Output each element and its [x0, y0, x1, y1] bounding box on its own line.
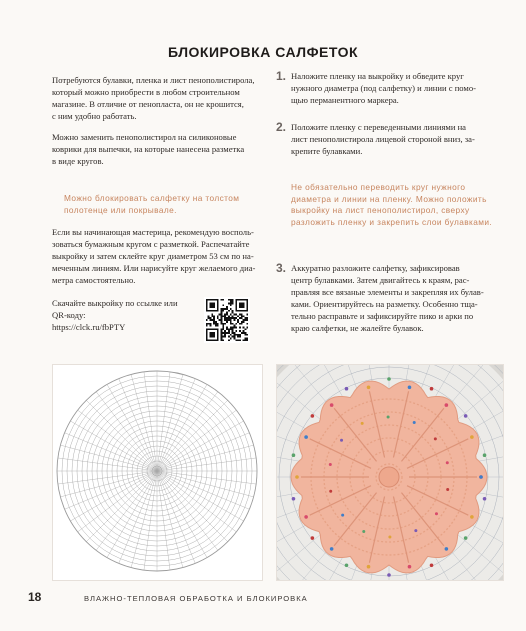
text-line: который можно приобрести в любом строительном — [52, 87, 240, 97]
text-line: Наложите пленку на выкройку и обведите круг — [291, 71, 464, 81]
tip-line: выкройку на лист пенополистирол, сверху — [291, 205, 470, 215]
download-link[interactable]: https://clck.ru/fbPTY — [52, 322, 126, 332]
tip-line: Можно блокировать салфетку на толстом — [64, 193, 240, 203]
text-line: Потребуются булавки, пленка и лист пенополистирола, — [52, 75, 255, 85]
step-number: 1. — [276, 69, 287, 83]
step-number: 2. — [276, 120, 287, 134]
circle-template-image — [52, 364, 263, 581]
step-3 — [276, 262, 501, 334]
step-number: 3. — [276, 261, 287, 275]
text-line: Если вы начинающая мастерица, рекомендую восполь- — [52, 227, 254, 237]
qr-code[interactable] — [204, 297, 250, 343]
tip-line: полотенце или покрывале. — [64, 204, 177, 215]
step-text — [291, 70, 476, 106]
text-line: Скачайте выкройку по ссылке или — [52, 298, 178, 308]
text-line: крепите булавками. — [291, 146, 363, 156]
tip-line: разложить пленку и закрепить слои булавками. — [291, 216, 493, 227]
text-line: Аккуратно разложите салфетку, зафиксировав — [291, 263, 460, 273]
text-line: правляя все вязаные элементы и закрепляя их булав- — [291, 287, 484, 297]
silicone-paragraph — [52, 131, 280, 167]
text-line: краю салфетки, не жалейте булавок. — [291, 323, 424, 333]
text-line: меченным линиям. Или нарисуйте круг желаемого диа- — [52, 263, 256, 273]
text-line: с ним удобно работать. — [52, 111, 137, 121]
intro-paragraph — [52, 74, 280, 122]
tip-line: Не обязательно переводить круг нужного — [291, 182, 466, 192]
tip-line: диаметра и линии на пленку. Можно положить — [291, 193, 487, 204]
text-line: зоваться бумажным кругом с разметкой. Распечатайте — [52, 239, 250, 249]
download-paragraph — [52, 297, 202, 333]
blocked-doily-photo — [276, 364, 504, 581]
text-line: тельно расправьте и зафиксируйте пико и арки по — [291, 311, 474, 321]
text-line: нужного диаметра (под салфетку) и линии с помо- — [291, 83, 477, 93]
section-title: ВЛАЖНО-ТЕПЛОВАЯ ОБРАБОТКА И БЛОКИРОВКА — [84, 594, 308, 603]
text-line: лист пенополистирола лицевой стороной вниз, за- — [291, 134, 475, 144]
text-line: коврики для выпечки, на которые нанесена разметка — [52, 144, 245, 154]
text-line: метра самостоятельно. — [52, 275, 136, 285]
text-line: Можно заменить пенополистирол на силиконовые — [52, 132, 237, 142]
page-number: 18 — [28, 590, 42, 604]
step-2 — [276, 121, 501, 157]
tip-film — [291, 182, 516, 228]
step-text — [291, 262, 484, 334]
text-line: ками. Ориентируйтесь на разметку. Особенно тща- — [291, 299, 478, 309]
step-text — [291, 121, 475, 157]
step-1 — [276, 70, 501, 106]
text-line: выкройку и затем склейте круг диаметром 53 см по на- — [52, 251, 254, 261]
page-title: БЛОКИРОВКА САЛФЕТОК — [167, 44, 359, 60]
text-line: в виде кругов. — [52, 156, 104, 166]
text-line: щью перманентного маркера. — [291, 95, 399, 105]
text-line: QR-коду: — [52, 310, 86, 320]
text-line: центр булавками. Затем двигайтесь к краям, рас- — [291, 275, 470, 285]
tip-towel — [64, 193, 279, 216]
text-line: Положите пленку с переведенными линиями на — [291, 122, 466, 132]
beginner-paragraph — [52, 226, 280, 286]
text-line: магазине. В отличие от пенопласта, он не крошится, — [52, 99, 244, 109]
